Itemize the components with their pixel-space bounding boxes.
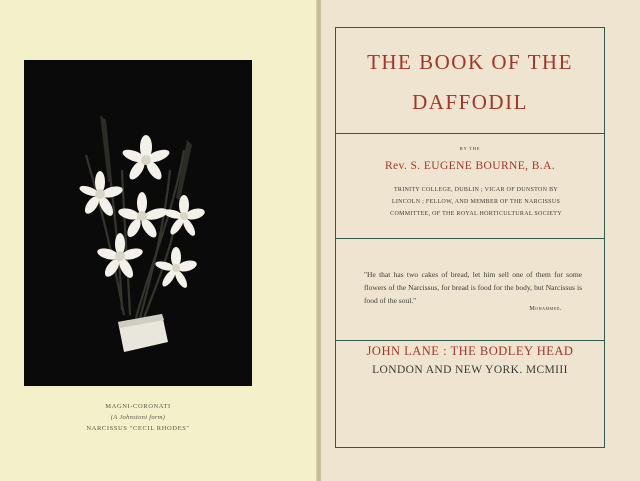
- epigraph-quote: "He that has two cakes of bread, let him sell one of them for some flowers of the Narcissus, for bread is food for the body, but Narcissus is food of the soul.": [364, 270, 582, 305]
- caption-variety: NARCISSUS "CECIL RHODES": [86, 425, 190, 432]
- author-panel: [336, 134, 604, 239]
- epigraph-panel: [336, 239, 604, 341]
- left-page: [0, 0, 318, 481]
- epigraph-attribution: Mohammed.: [529, 305, 562, 312]
- plate-caption: [24, 401, 252, 434]
- author-name: Rev. S. EUGENE BOURNE, B.A.: [384, 160, 556, 172]
- credentials-line: TRINITY COLLEGE, DUBLIN ; VICAR OF DUNSTON BY: [393, 187, 559, 193]
- caption-subtitle: (A Johnstoni form): [110, 414, 166, 421]
- caption-title: MAGNI-CORONATI: [105, 403, 171, 410]
- credentials-line: COMMITTEE, OF THE ROYAL HORTICULTURAL SOCIETY: [390, 211, 562, 217]
- title-page-frame: [335, 27, 605, 448]
- publication-place-date: LONDON AND NEW YORK. MCMIII: [372, 364, 568, 376]
- credentials-line: LINCOLN ; FELLOW, AND MEMBER OF THE NARCISSUS: [391, 199, 561, 205]
- byline: BY THE: [459, 146, 481, 151]
- publisher-name: JOHN LANE : THE BODLEY HEAD: [366, 344, 574, 358]
- daffodil-photograph: [24, 60, 252, 386]
- author-credentials: [376, 184, 576, 220]
- book-title-line1: THE BOOK OF THE: [367, 50, 573, 74]
- title-panel: [336, 28, 604, 134]
- book-title-line2: DAFFODIL: [412, 90, 528, 114]
- daffodil-illustration: [24, 60, 252, 386]
